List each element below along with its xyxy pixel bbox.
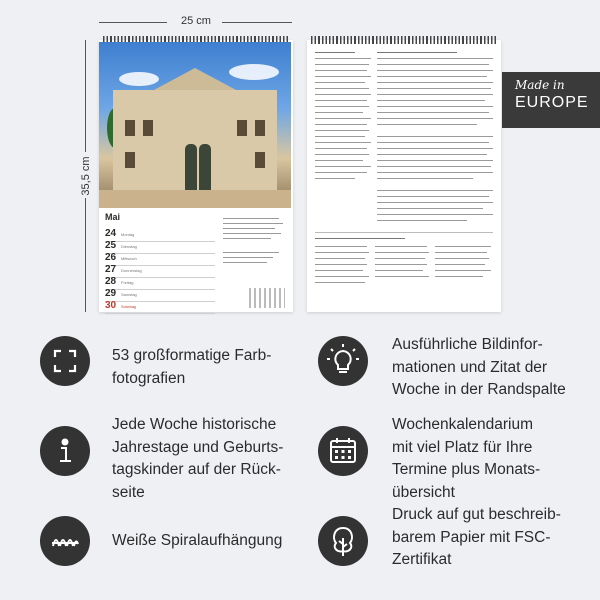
- width-dimension-line: [222, 22, 292, 23]
- day-row: [105, 302, 215, 314]
- height-dimension-line: [85, 198, 86, 312]
- feature-text: Weiße Spiralaufhängung: [112, 532, 283, 549]
- day-row: [105, 290, 215, 302]
- made-in-europe-badge: [502, 72, 600, 128]
- day-row: [105, 254, 215, 266]
- day-name: Donnerstag: [121, 268, 142, 273]
- day-row: [105, 278, 215, 290]
- width-dimension-line: [99, 22, 167, 23]
- day-name: Sonntag: [121, 304, 136, 309]
- day-name: Montag: [121, 232, 135, 237]
- feature-text: 53 großformatige Farb- fotografien: [112, 347, 272, 387]
- lightbulb-icon: [318, 336, 368, 386]
- feature-text: Druck auf gut beschreib- barem Papier mit FSC- Zertifikat: [392, 506, 561, 568]
- day-number: 26: [105, 252, 117, 263]
- day-row: [105, 230, 215, 242]
- calendar-front-sheet: [99, 40, 293, 312]
- feature-text: Wochenkalendarium mit viel Platz für Ihre Termine plus Monats- übersicht: [392, 416, 541, 501]
- spiral-binding: [311, 36, 497, 44]
- calendar-photo: [99, 42, 291, 208]
- day-name: Freitag: [121, 280, 134, 285]
- height-label: 35,5 cm: [80, 156, 92, 196]
- day-name: Samstag: [121, 292, 137, 297]
- height-dimension-line: [85, 40, 86, 152]
- spiral-binding-icon: [40, 516, 90, 566]
- day-name: Dienstag: [121, 244, 137, 249]
- feature-text: Ausführliche Bildinfor- mationen und Zitat der Woche in der Randspalte: [392, 336, 566, 398]
- calendar-icon: [318, 426, 368, 476]
- badge-line2: EUROPE: [515, 94, 589, 111]
- tree-icon: [318, 516, 368, 566]
- width-label: 25 cm: [181, 15, 211, 27]
- day-name: Mittwoch: [121, 256, 137, 261]
- info-icon: [40, 426, 90, 476]
- expand-corners-icon: [40, 336, 90, 386]
- day-row: [105, 242, 215, 254]
- mini-month-grid: [249, 288, 285, 308]
- day-number: 24: [105, 228, 117, 239]
- calendar-back-sheet: [307, 40, 501, 312]
- day-number: 29: [105, 288, 117, 299]
- day-row: [105, 266, 215, 278]
- day-number: 25: [105, 240, 117, 251]
- feature-text: Jede Woche historische Jahrestage und Geburts- tagskinder auf der Rück- seite: [112, 416, 284, 501]
- day-number: 27: [105, 264, 117, 275]
- month-label: Mai: [105, 212, 121, 222]
- badge-line1: Made in: [515, 78, 565, 92]
- day-number: 30: [105, 300, 117, 311]
- day-number: 28: [105, 276, 117, 287]
